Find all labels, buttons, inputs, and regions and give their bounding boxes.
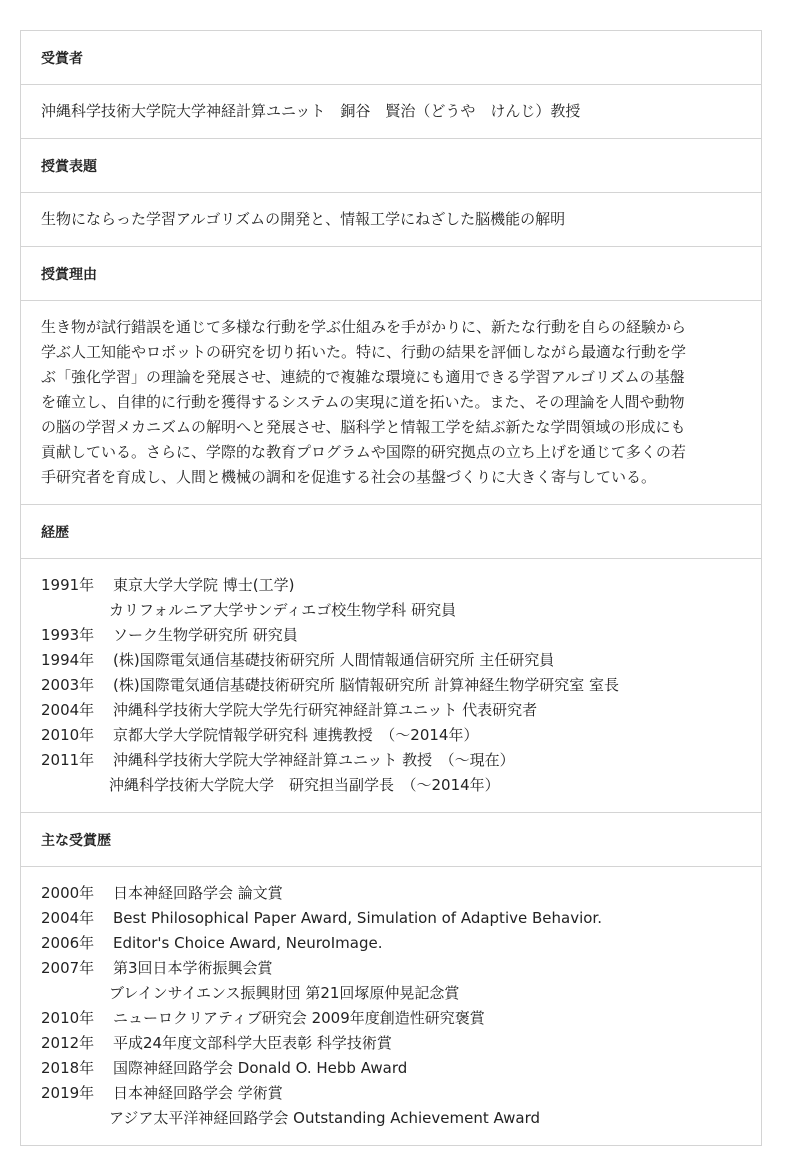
career-entry	[41, 573, 741, 598]
award-year	[41, 981, 109, 1006]
career-text: ソーク生物学研究所 研究員	[113, 626, 298, 644]
award-year: 2010年	[41, 1009, 95, 1027]
career-year: 1994年	[41, 651, 95, 669]
career-year: 2011年	[41, 751, 95, 769]
award-entry	[41, 881, 741, 906]
award-year: 2019年	[41, 1084, 95, 1102]
reason-line: ぶ「強化学習」の理論を発展させ、連続的で複雑な環境にも適用できる学習アルゴリズムの基盤	[41, 368, 685, 386]
career-text: 京都大学大学院情報学研究科 連携教授 （～2014年）	[113, 726, 479, 744]
career-entry	[41, 623, 741, 648]
award-text: 国際神経回路学会 Donald O. Hebb Award	[113, 1059, 408, 1077]
award-text: 第3回日本学術振興会賞	[113, 959, 273, 977]
award-entry	[41, 1106, 741, 1131]
career-text: 沖縄科学技術大学院大学先行研究神経計算ユニット 代表研究者	[113, 701, 538, 719]
career-heading: 経歴	[21, 505, 761, 559]
career-text: カリフォルニア大学サンディエゴ校生物学科 研究員	[109, 601, 457, 619]
award-text: 平成24年度文部科学大臣表彰 科学技術賞	[113, 1034, 392, 1052]
career-list	[21, 559, 761, 813]
reason-line: 生き物が試行錯誤を通じて多様な行動を学ぶ仕組みを手がかりに、新たな行動を自らの経験から	[41, 318, 687, 336]
career-text: (株)国際電気通信基礎技術研究所 脳情報研究所 計算神経生物学研究室 室長	[113, 676, 620, 694]
reason-line: 貢献している。さらに、学際的な教育プログラムや国際的研究拠点の立ち上げを通じて多くの若	[41, 443, 686, 461]
reason-line: 手研究者を育成し、人間と機械の調和を促進する社会の基盤づくりに大きく寄与している。	[41, 468, 657, 486]
career-year: 1993年	[41, 626, 95, 644]
award-entry	[41, 1006, 741, 1031]
award-title-heading: 授賞表題	[21, 139, 761, 193]
reason-line: を確立し、自律的に行動を獲得するシステムの実現に道を拓いた。また、その理論を人間や動物	[41, 393, 685, 411]
award-entry	[41, 1056, 741, 1081]
reason-line: の脳の学習メカニズムの解明へと発展させ、脳科学と情報工学を結ぶ新たな学問領域の形成にも	[41, 418, 686, 436]
career-year: 2004年	[41, 701, 95, 719]
career-entry	[41, 773, 741, 798]
career-year: 2003年	[41, 676, 95, 694]
award-text: ブレインサイエンス振興財団 第21回塚原仲晃記念賞	[109, 984, 460, 1002]
award-year: 2012年	[41, 1034, 95, 1052]
award-text: アジア太平洋神経回路学会 Outstanding Achievement Award	[109, 1109, 541, 1127]
career-entry	[41, 698, 741, 723]
career-entry	[41, 648, 741, 673]
career-text: 東京大学大学院 博士(工学)	[113, 576, 295, 594]
award-info-table	[20, 30, 762, 1146]
career-year	[41, 598, 109, 623]
award-entry	[41, 1031, 741, 1056]
career-year: 1991年	[41, 576, 95, 594]
award-year: 2018年	[41, 1059, 95, 1077]
award-year: 2007年	[41, 959, 95, 977]
award-entry	[41, 981, 741, 1006]
award-entry	[41, 931, 741, 956]
award-year: 2006年	[41, 934, 95, 952]
award-text: 日本神経回路学会 学術賞	[113, 1084, 283, 1102]
career-text: 沖縄科学技術大学院大学 研究担当副学長 （～2014年）	[109, 776, 500, 794]
award-entry	[41, 906, 741, 931]
award-entry	[41, 1081, 741, 1106]
reason-line: 学ぶ人工知能やロボットの研究を切り拓いた。特に、行動の結果を評価しながら最適な行動を学	[41, 343, 687, 361]
award-year: 2000年	[41, 884, 95, 902]
career-entry	[41, 723, 741, 748]
award-text: Editor's Choice Award, NeuroImage.	[113, 934, 383, 952]
career-year: 2010年	[41, 726, 95, 744]
award-text: Best Philosophical Paper Award, Simulation of Adaptive Behavior.	[113, 909, 602, 927]
career-entry	[41, 748, 741, 773]
award-year: 2004年	[41, 909, 95, 927]
awards-list	[21, 867, 761, 1145]
award-text: 日本神経回路学会 論文賞	[113, 884, 283, 902]
award-reason-text	[21, 301, 761, 505]
award-year	[41, 1106, 109, 1131]
career-text: (株)国際電気通信基礎技術研究所 人間情報通信研究所 主任研究員	[113, 651, 555, 669]
awards-heading: 主な受賞歴	[21, 813, 761, 867]
award-reason-heading: 授賞理由	[21, 247, 761, 301]
award-entry	[41, 956, 741, 981]
recipient-heading: 受賞者	[21, 31, 761, 85]
career-text: 沖縄科学技術大学院大学神経計算ユニット 教授 （～現在）	[113, 751, 515, 769]
career-entry	[41, 673, 741, 698]
career-year	[41, 773, 109, 798]
award-title-value: 生物にならった学習アルゴリズムの開発と、情報工学にねざした脳機能の解明	[21, 193, 761, 247]
recipient-value: 沖縄科学技術大学院大学神経計算ユニット 銅谷 賢治（どうや けんじ）教授	[21, 85, 761, 139]
career-entry	[41, 598, 741, 623]
award-text: ニューロクリアティブ研究会 2009年度創造性研究褒賞	[113, 1009, 485, 1027]
